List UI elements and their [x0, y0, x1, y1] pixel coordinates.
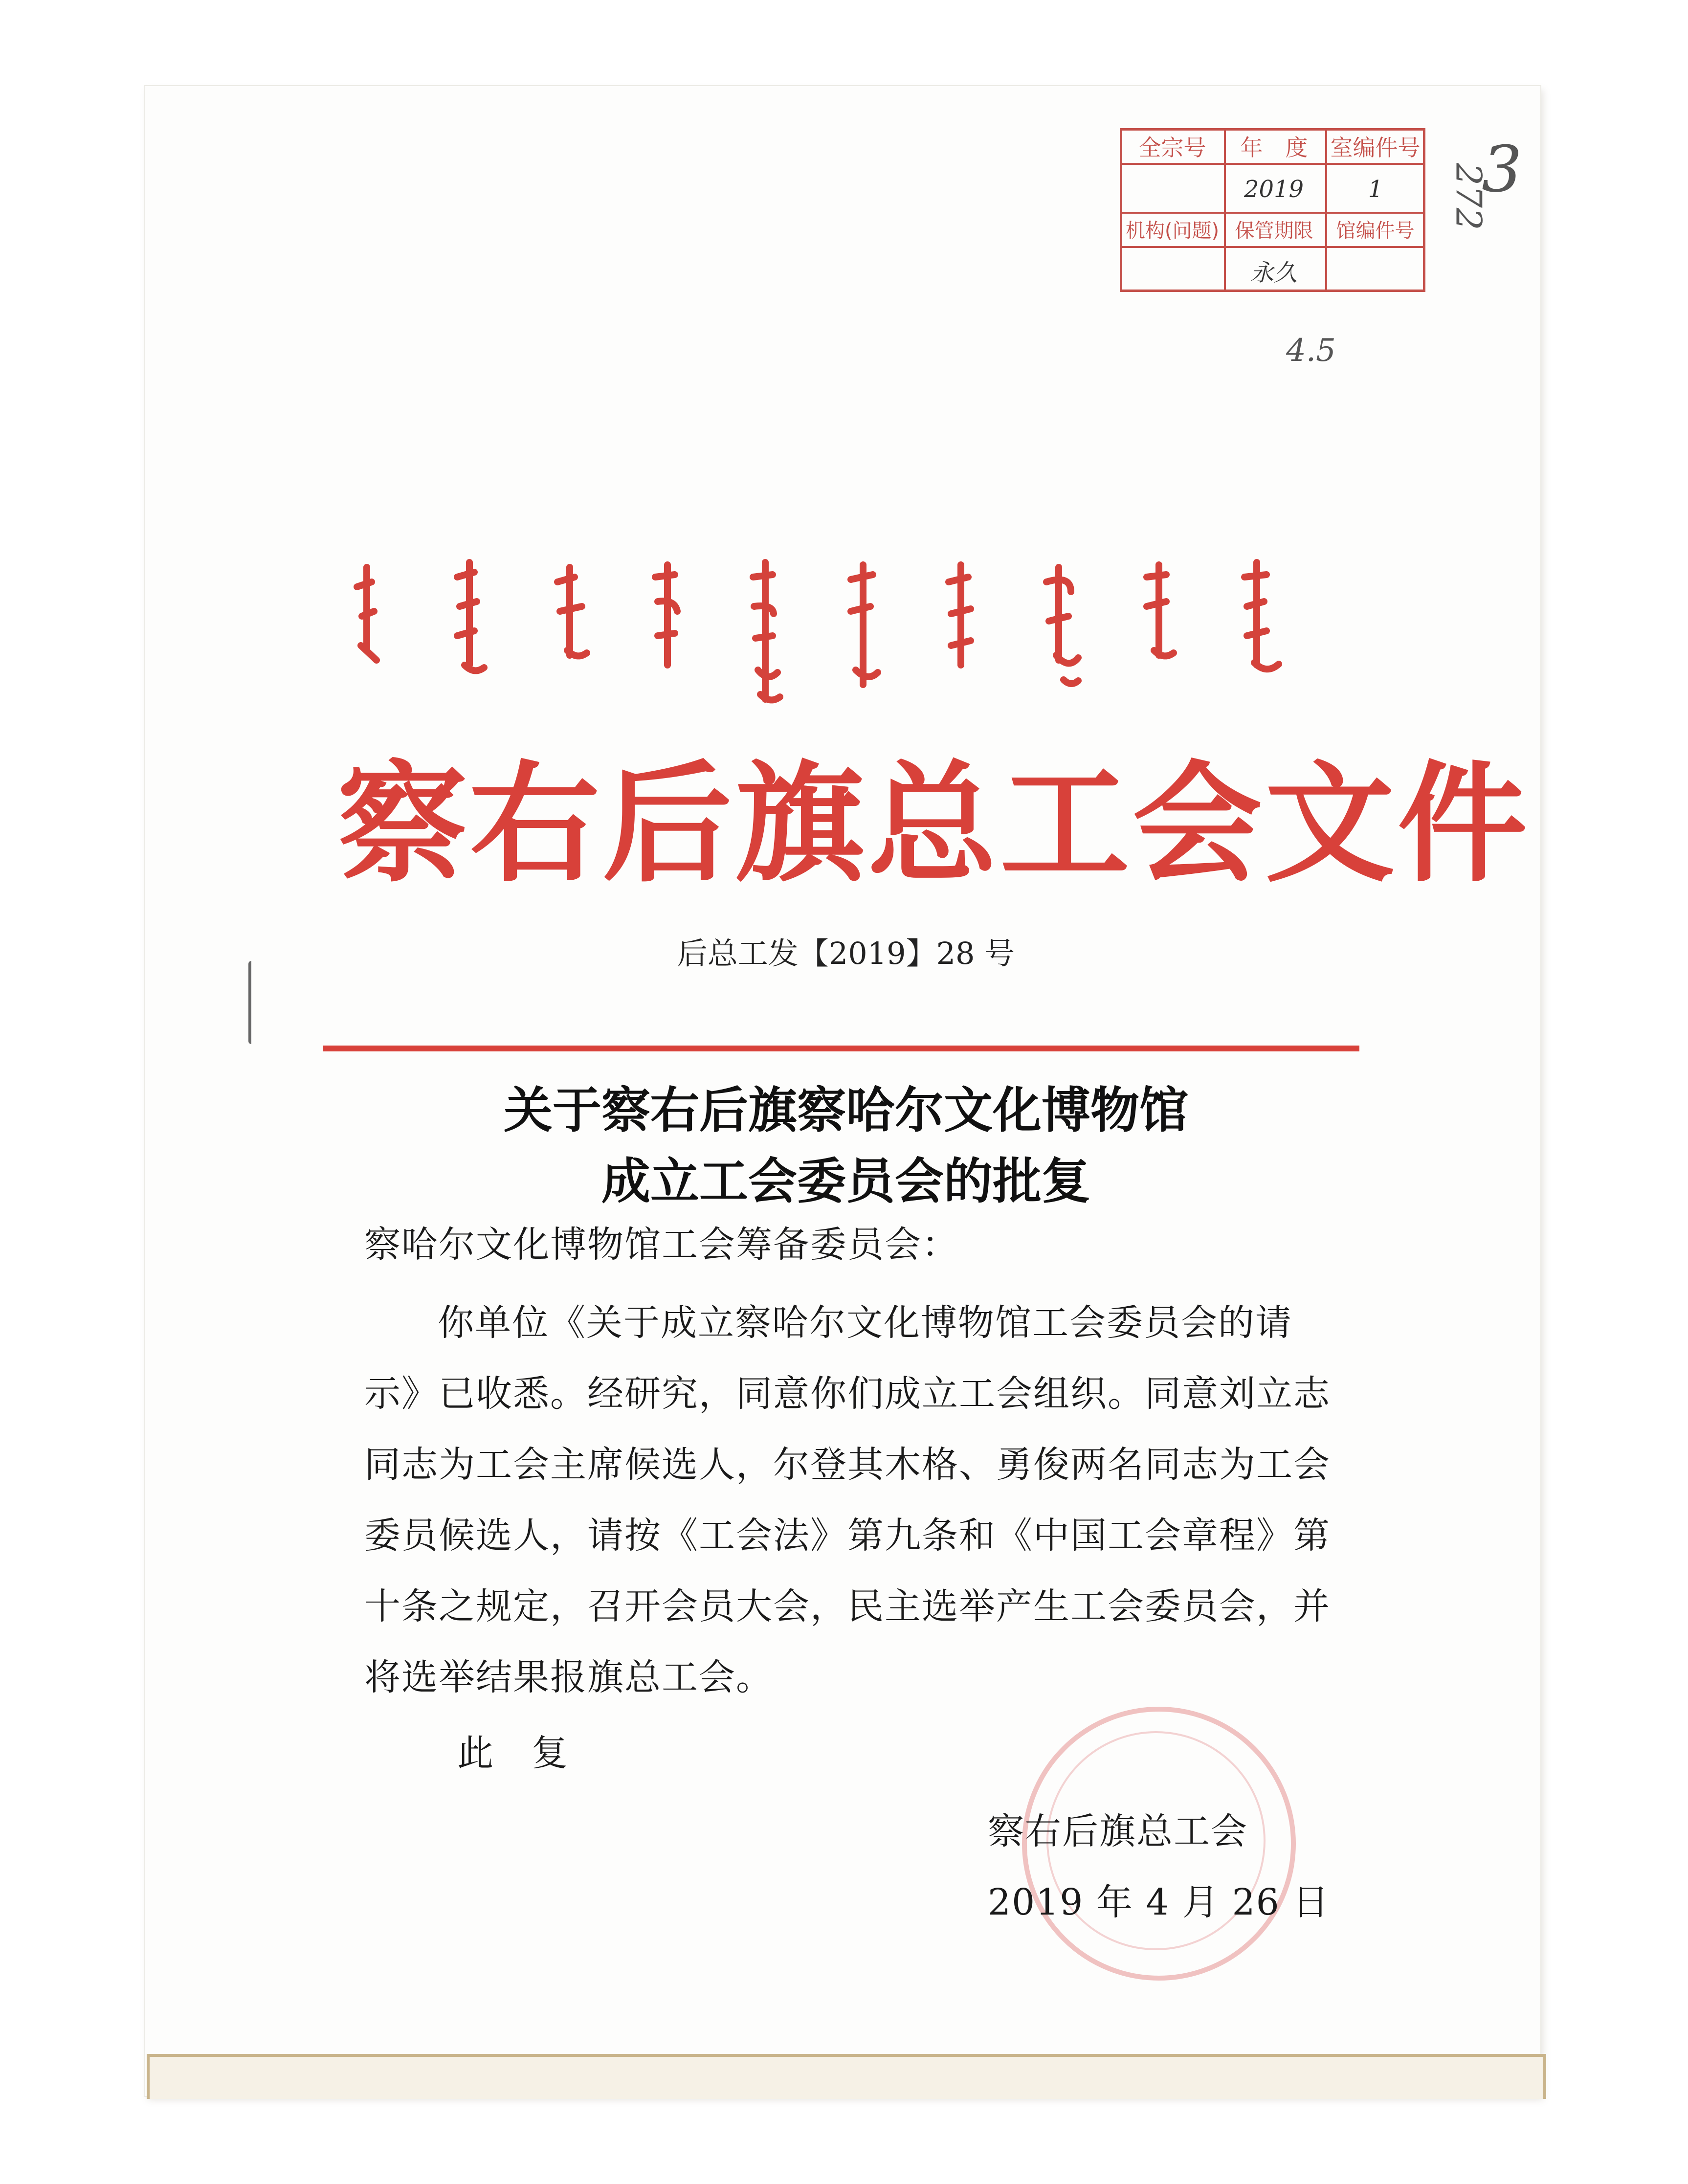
stamp-value-year: 2019	[1244, 176, 1304, 203]
body-line: 你单位《关于成立察哈尔文化博物馆工会委员会的请	[438, 1302, 1292, 1344]
handwritten-side-mark: 272	[1448, 163, 1489, 230]
mongolian-title	[352, 553, 1306, 709]
archive-stamp-row	[1122, 131, 1423, 165]
header-divider-red-line	[323, 1046, 1359, 1051]
archive-stamp-row	[1122, 248, 1423, 292]
body-line: 示》已收悉。经研究，同意你们成立工会组织。同意刘立志	[364, 1373, 1331, 1415]
addressee: 察哈尔文化博物馆工会筹备委员会：	[364, 1224, 959, 1266]
body-line: 委员候选人，请按《工会法》第九条和《中国工会章程》第	[364, 1515, 1331, 1557]
body-line: 同志为工会主席候选人，尔登其木格、勇俊两名同志为工会	[364, 1444, 1331, 1486]
stamp-divider	[1325, 131, 1327, 290]
mongolian-script-graphic	[352, 553, 1306, 709]
stamp-divider	[1224, 131, 1226, 290]
stamp-value-room-item: 1	[1368, 176, 1383, 203]
signature-organization: 察右后旗总工会	[988, 1810, 1248, 1852]
closing-phrase: 此 复	[457, 1732, 569, 1774]
body-line: 将选举结果报旗总工会。	[364, 1656, 773, 1698]
signature-date: 2019 年 4 月 26 日	[988, 1881, 1330, 1923]
handwritten-box-number: 4.5	[1286, 333, 1336, 369]
archive-stamp	[1120, 128, 1425, 292]
subject-line-1: 关于察右后旗察哈尔文化博物馆	[504, 1082, 1188, 1139]
document-header-title: 察右后旗总工会文件	[337, 748, 1530, 900]
handwritten-corner-mark: 3	[1482, 132, 1522, 206]
stamp-label-room-item: 室编件号	[1330, 134, 1421, 161]
subject-line-2: 成立工会委员会的批复	[601, 1153, 1090, 1210]
stamp-label-museum-item: 馆编件号	[1336, 220, 1415, 242]
stamp-label-fonds: 全宗号	[1138, 134, 1206, 161]
stamp-label-retention: 保管期限	[1235, 220, 1313, 242]
stamp-label-org: 机构(问题)	[1125, 220, 1220, 242]
stamp-value-retention: 永久	[1250, 259, 1297, 287]
archive-stamp-row	[1122, 214, 1423, 248]
stamp-label-year: 年 度	[1240, 134, 1308, 161]
staple-mark	[248, 961, 258, 1044]
underlying-page-edge	[147, 2054, 1546, 2099]
document-number: 后总工发【2019】28 号	[677, 936, 1015, 971]
archive-stamp-row	[1122, 165, 1423, 214]
body-line: 十条之规定，召开会员大会，民主选举产生工会委员会，并	[364, 1585, 1331, 1627]
